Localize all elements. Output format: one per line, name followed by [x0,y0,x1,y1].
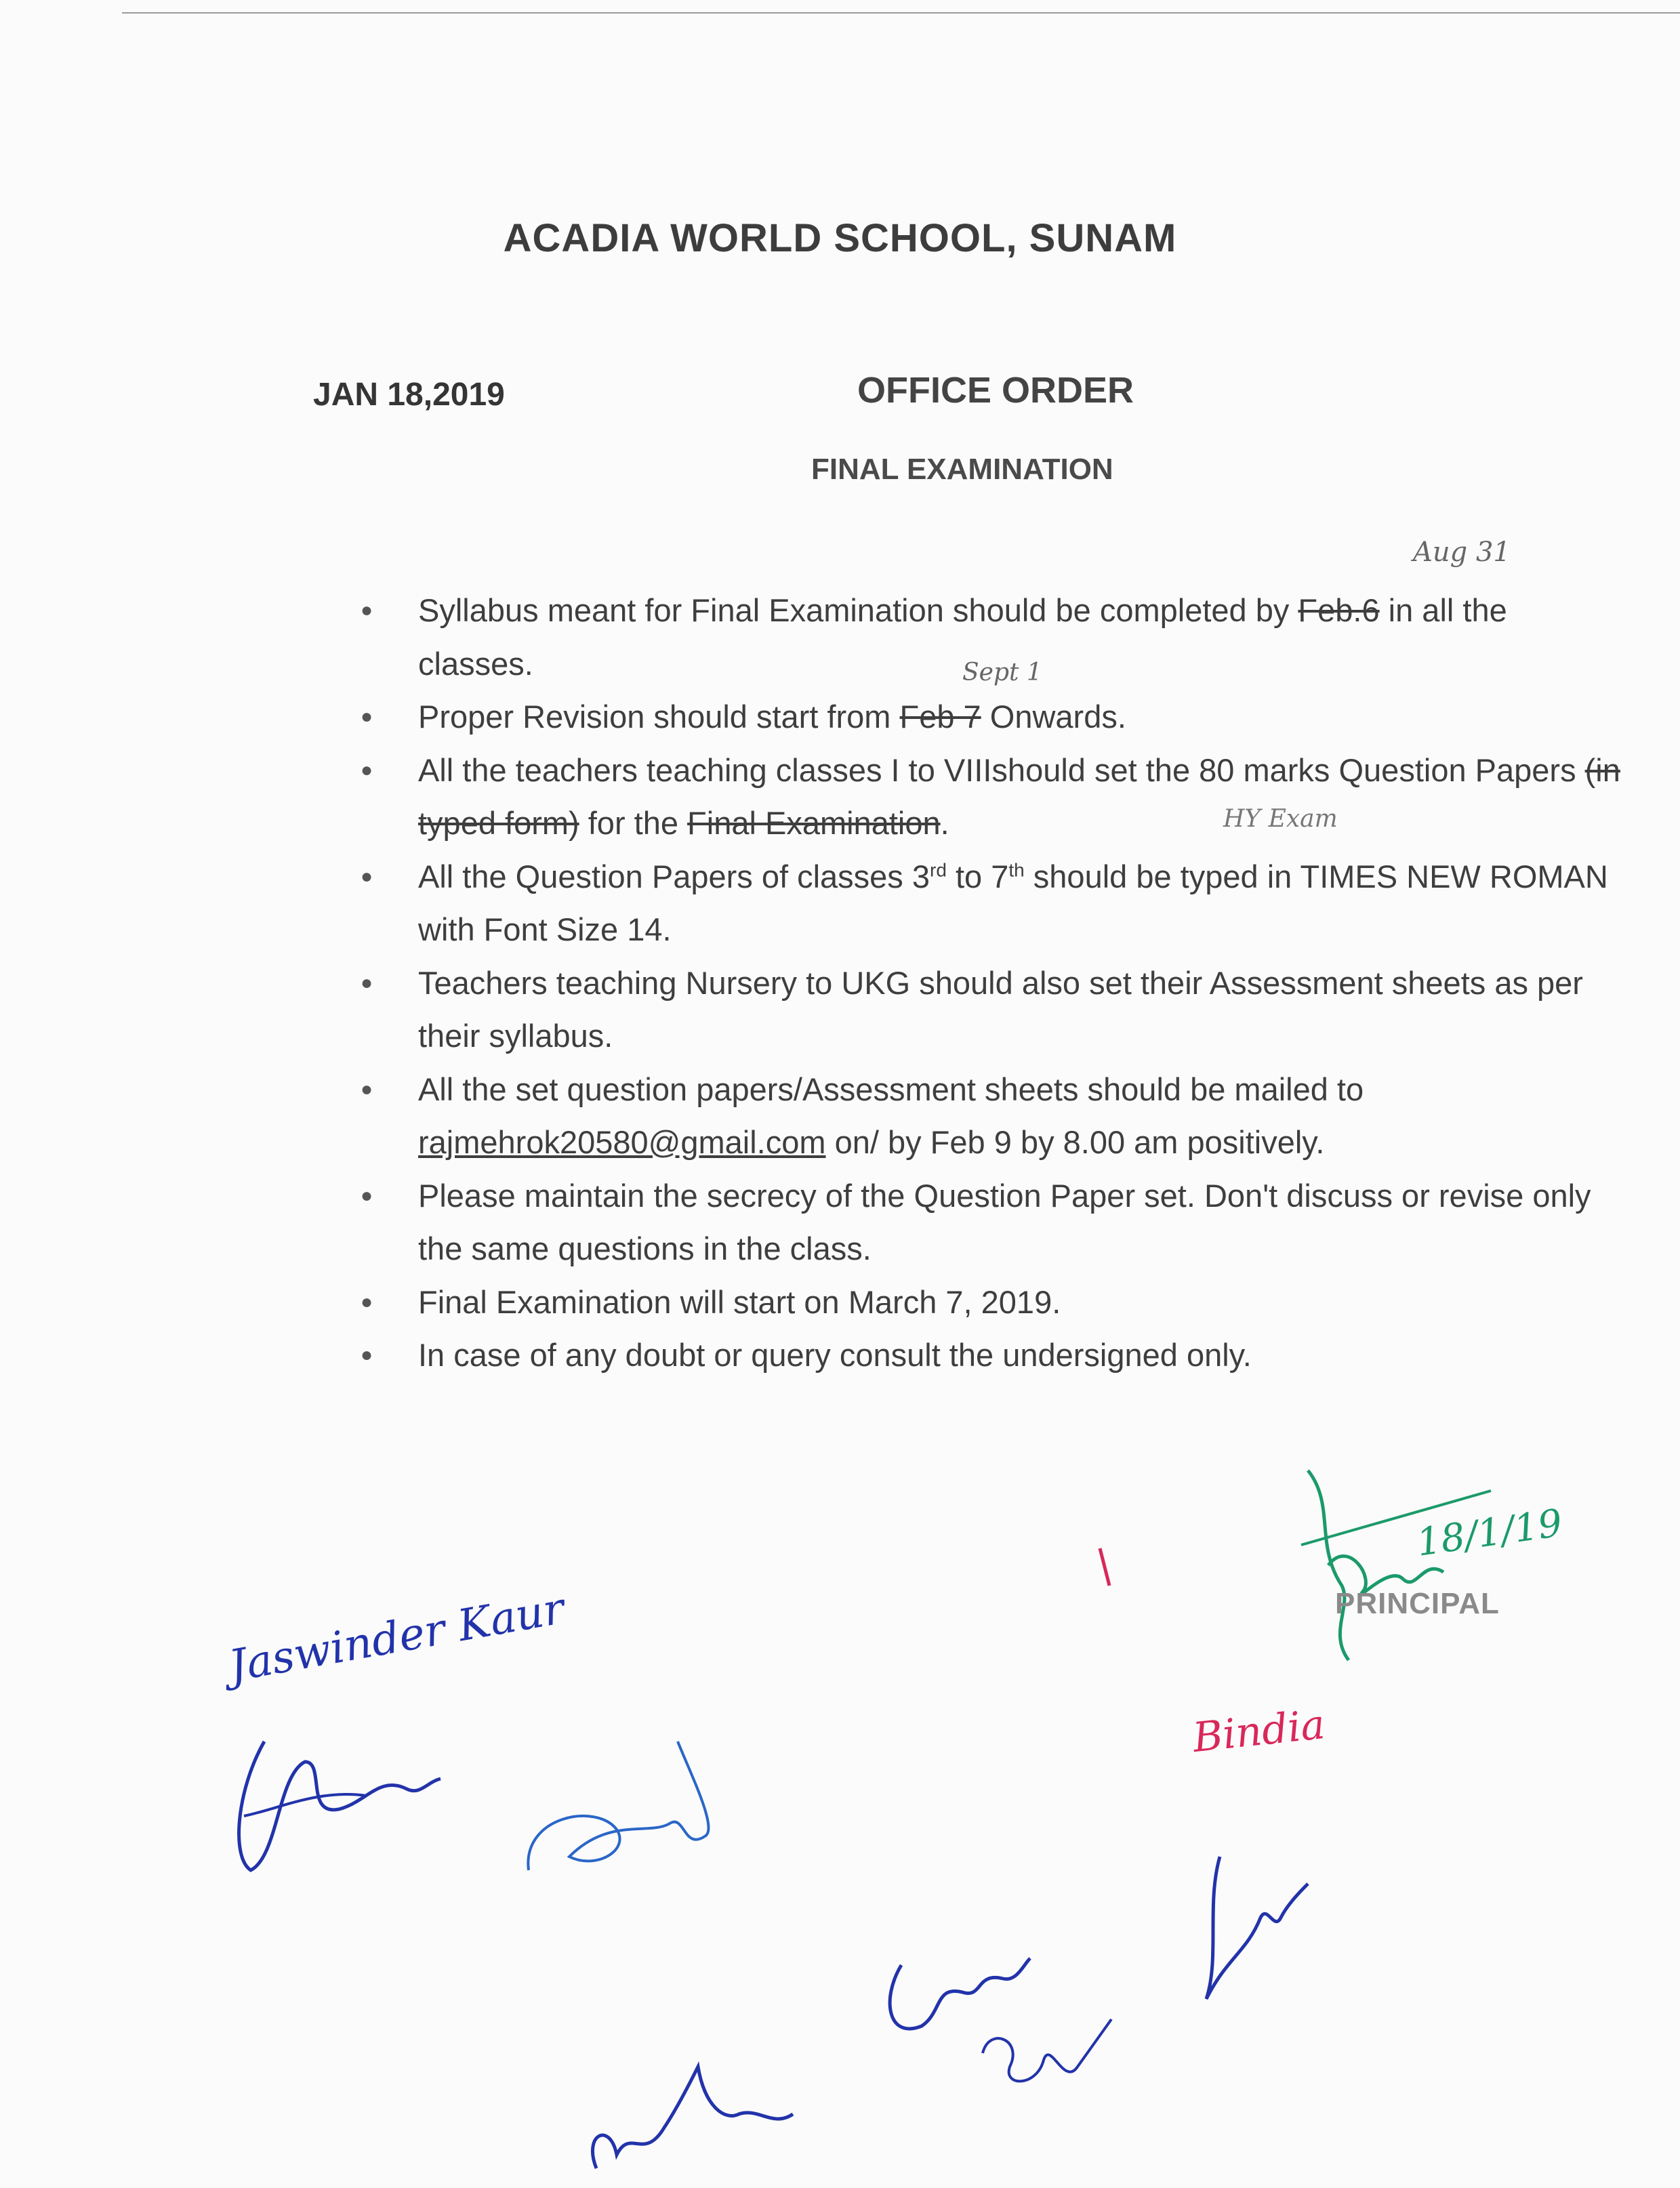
annotation-sept1: Sept 1 [962,659,1042,686]
signature-vertical [1179,1850,1315,2006]
list-item: ● Syllabus meant for Final Examination should be completed by Feb.6 in all the classes. [361,584,1621,690]
top-rule [122,12,1680,14]
list-item: ● Proper Revision should start from Feb 7 Onwards. [361,690,1621,744]
order-date: JAN 18,2019 [313,377,505,413]
list-item: ● In case of any doubt or query consult the undersigned only. [361,1329,1621,1382]
red-tick-mark [1094,1545,1115,1592]
annotation-hy-exam: HY Exam [1223,805,1338,833]
principal-signature [1288,1464,1572,1667]
list-item: ● Final Examination will start on March 7, 2019. [361,1276,1621,1329]
signature-loop [515,1735,732,1884]
signature-sharma [224,1721,447,1884]
list-item: ● Teachers teaching Nursery to UKG should also set their Assessment sheets as per their syllabus. [361,957,1621,1063]
principal-date: 18/1/19 [1414,1501,1565,1565]
list-item: ● All the set question papers/Assessment sheets should be mailed to rajmehrok20580@gmail.com on/ by Feb 9 by 8.00 am positively. [361,1063,1621,1170]
annotation-aug31: Aug 31 [1413,537,1511,568]
signature-swati [583,2040,806,2182]
list-item: ● All the teachers teaching classes I to VIIIshould set the 80 marks Question Papers (in typed form) for the Final Examination. [361,744,1621,850]
list-item: ● Please maintain the secrecy of the Question Paper set. Don't discuss or revise only the same questions in the class. [361,1170,1621,1276]
email-link[interactable]: rajmehrok20580@gmail.com [418,1124,826,1160]
signature-initials [969,2012,1118,2121]
school-name: ACADIA WORLD SCHOOL, SUNAM [503,216,1177,260]
principal-label: PRINCIPAL [1335,1587,1500,1620]
signature-jaswinder-kaur: Jaswinder Kaur [225,1584,569,1692]
order-points [361,584,1621,1382]
list-item: ● All the Question Papers of classes 3rd to 7th should be typed in TIMES NEW ROMAN with Font Size 14. [361,850,1621,957]
signature-bindia: Bindia [1190,1700,1328,1762]
page-subtitle: FINAL EXAMINATION [811,453,1113,486]
page-title: OFFICE ORDER [857,370,1134,411]
